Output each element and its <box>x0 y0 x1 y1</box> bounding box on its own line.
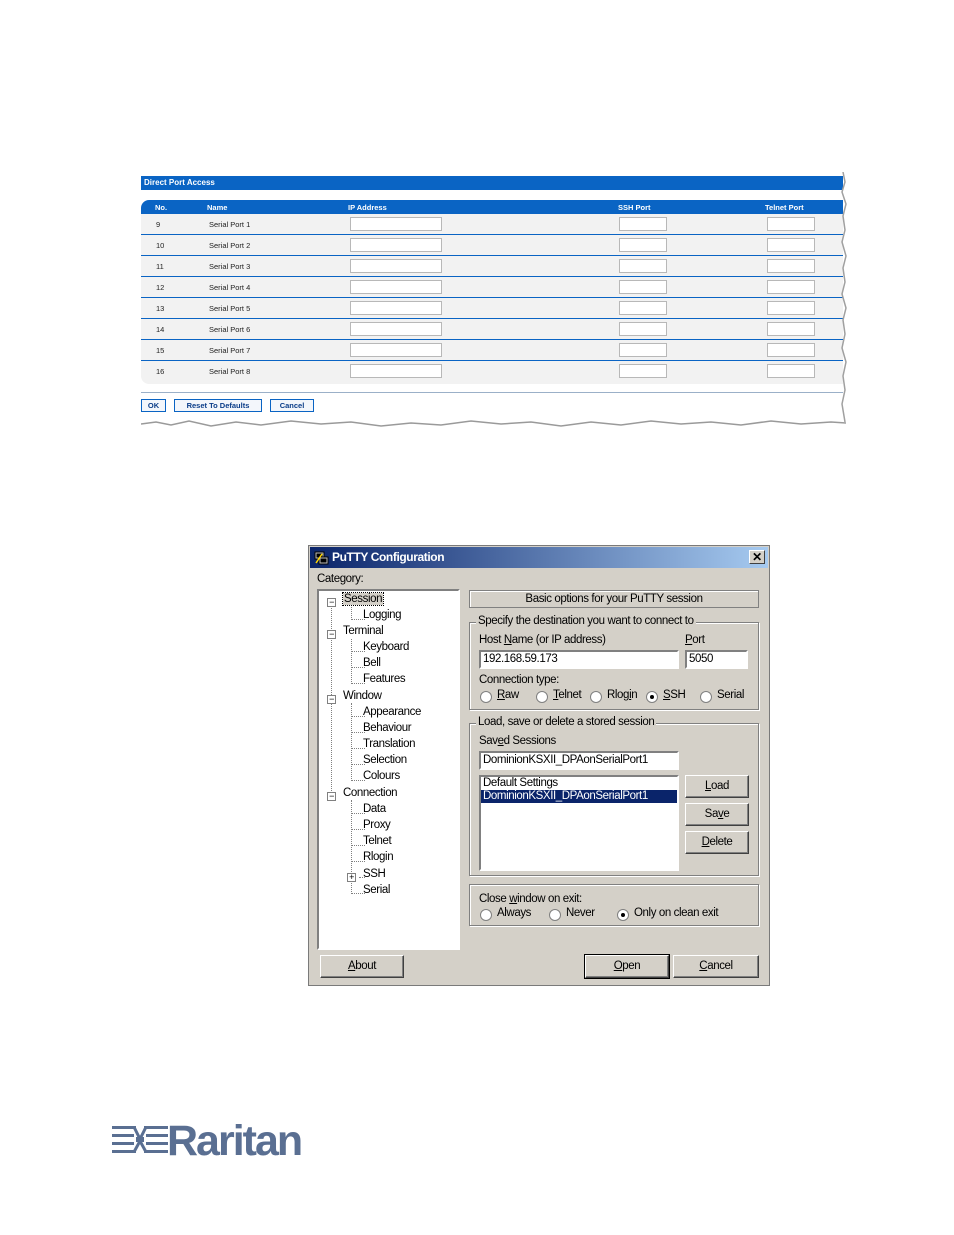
col-telnet: Telnet Port <box>765 203 804 212</box>
serial-label: Serial <box>717 689 745 701</box>
only-clean-exit-label: Only on clean exit <box>634 907 719 919</box>
ip-address-input[interactable] <box>350 217 442 231</box>
ssh-port-input[interactable] <box>619 301 667 315</box>
cancel-dialog-button[interactable]: Cancel <box>673 955 759 978</box>
host-label: Host Name (or IP address) <box>479 634 606 646</box>
about-button[interactable]: About <box>320 955 404 978</box>
port-table-body <box>141 214 843 384</box>
radio-rlogin[interactable] <box>590 691 602 703</box>
tree-item-bell[interactable]: Bell <box>363 657 381 669</box>
tree-item-proxy[interactable]: Proxy <box>363 819 391 831</box>
title-bar <box>310 547 768 568</box>
list-item[interactable]: Default Settings <box>483 777 558 789</box>
table-row <box>141 340 843 361</box>
tree-item-colours[interactable]: Colours <box>363 770 400 782</box>
telnet-port-input[interactable] <box>767 259 815 273</box>
radio-never[interactable] <box>549 909 561 921</box>
port-number: 10 <box>156 241 165 250</box>
open-button[interactable]: Open <box>585 955 669 978</box>
table-row <box>141 256 843 277</box>
port-number: 9 <box>156 220 161 229</box>
collapse-session-icon[interactable]: − <box>327 598 336 607</box>
radio-always[interactable] <box>480 909 492 921</box>
raritan-wordmark: Raritan <box>167 1117 302 1165</box>
port-number: 16 <box>156 367 165 376</box>
table-row <box>141 319 843 340</box>
table-row <box>141 214 843 235</box>
raritan-logo-mark-icon <box>112 1123 168 1159</box>
putty-configuration-dialog <box>308 545 770 986</box>
collapse-connection-icon[interactable]: − <box>327 792 336 801</box>
table-header <box>141 200 843 214</box>
ssh-port-input[interactable] <box>619 343 667 357</box>
dialog-title: PuTTY Configuration <box>332 550 445 564</box>
raw-label: Raw <box>497 689 519 701</box>
port-name: Serial Port 8 <box>209 367 251 376</box>
save-button[interactable]: Save <box>685 803 749 826</box>
expand-ssh-icon[interactable]: + <box>347 873 356 882</box>
table-row <box>141 361 843 384</box>
close-window-group <box>469 884 759 926</box>
ip-address-input[interactable] <box>350 301 442 315</box>
reset-defaults-button[interactable]: Reset To Defaults <box>174 399 262 412</box>
ssh-label: SSH <box>663 689 686 701</box>
port-label: Port <box>685 634 705 646</box>
ip-address-input[interactable] <box>350 322 442 336</box>
ssh-port-input[interactable] <box>619 280 667 294</box>
ssh-port-input[interactable] <box>619 259 667 273</box>
delete-button[interactable]: Delete <box>685 831 749 854</box>
tree-item-session[interactable]: Session <box>344 593 383 605</box>
connection-type-label: Connection type: <box>479 674 559 686</box>
saved-sessions-label: Saved Sessions <box>479 735 556 747</box>
ssh-port-input[interactable] <box>619 364 667 378</box>
port-name: Serial Port 5 <box>209 304 251 313</box>
session-list[interactable] <box>479 775 679 871</box>
load-button[interactable]: Load <box>685 775 749 798</box>
session-banner: Basic options for your PuTTY session <box>469 590 759 608</box>
tree-item-terminal[interactable]: Terminal <box>343 625 384 637</box>
tree-item-logging[interactable]: Logging <box>363 609 402 621</box>
collapse-window-icon[interactable]: − <box>327 695 336 704</box>
tree-item-rlogin[interactable]: Rlogin <box>363 851 394 863</box>
never-label: Never <box>566 907 595 919</box>
saved-sessions-group <box>469 716 759 876</box>
ip-address-input[interactable] <box>350 280 442 294</box>
col-ssh: SSH Port <box>618 203 651 212</box>
radio-raw[interactable] <box>480 691 492 703</box>
telnet-port-input[interactable] <box>767 238 815 252</box>
panel-title: Direct Port Access <box>141 176 843 190</box>
port-number: 14 <box>156 325 165 334</box>
telnet-port-input[interactable] <box>767 343 815 357</box>
port-name: Serial Port 2 <box>209 241 251 250</box>
radio-only-clean-exit[interactable] <box>617 909 629 921</box>
port-name: Serial Port 7 <box>209 346 251 355</box>
ssh-port-input[interactable] <box>619 238 667 252</box>
tree-item-telnet[interactable]: Telnet <box>363 835 392 847</box>
table-row <box>141 277 843 298</box>
port-name: Serial Port 6 <box>209 325 251 334</box>
tree-item-connection[interactable]: Connection <box>343 787 398 799</box>
cancel-button[interactable]: Cancel <box>270 399 314 412</box>
divider <box>141 392 843 393</box>
table-row <box>141 298 843 319</box>
radio-serial[interactable] <box>700 691 712 703</box>
telnet-port-input[interactable] <box>767 280 815 294</box>
port-name: Serial Port 4 <box>209 283 251 292</box>
port-number: 15 <box>156 346 165 355</box>
sessions-legend: Load, save or delete a stored session <box>478 716 655 728</box>
port-number: 13 <box>156 304 165 313</box>
ip-address-input[interactable] <box>350 364 442 378</box>
port-number: 11 <box>156 262 164 271</box>
ip-address-input[interactable] <box>350 238 442 252</box>
ssh-port-input[interactable] <box>619 322 667 336</box>
col-ip: IP Address <box>348 203 387 212</box>
close-icon[interactable]: ✕ <box>749 550 765 564</box>
radio-telnet[interactable] <box>536 691 548 703</box>
col-name: Name <box>207 203 228 212</box>
torn-edge-decoration <box>141 420 846 430</box>
list-item-selected[interactable]: DominionKSXII_DPAonSerialPort1 <box>481 790 677 803</box>
raritan-logo <box>112 1117 312 1165</box>
tree-item-serial[interactable]: Serial <box>363 884 391 896</box>
telnet-label: Telnet <box>553 689 582 701</box>
tree-item-features[interactable]: Features <box>363 673 406 685</box>
destination-group <box>469 615 759 710</box>
radio-ssh[interactable] <box>646 691 658 703</box>
close-window-label: Close window on exit: <box>479 893 582 905</box>
rlogin-label: Rlogin <box>607 689 638 701</box>
telnet-port-input[interactable] <box>767 217 815 231</box>
tree-item-behaviour[interactable]: Behaviour <box>363 722 412 734</box>
collapse-terminal-icon[interactable]: − <box>327 630 336 639</box>
tree-item-data[interactable]: Data <box>363 803 386 815</box>
tree-item-window[interactable]: Window <box>343 690 382 702</box>
ip-address-input[interactable] <box>350 259 442 273</box>
tree-item-keyboard[interactable]: Keyboard <box>363 641 410 653</box>
table-row <box>141 235 843 256</box>
col-no: No. <box>155 203 168 212</box>
telnet-port-input[interactable] <box>767 364 815 378</box>
ip-address-input[interactable] <box>350 343 442 357</box>
ssh-port-input[interactable] <box>619 217 667 231</box>
torn-right-edge <box>841 172 847 422</box>
category-label: Category: <box>317 573 364 585</box>
telnet-port-input[interactable] <box>767 322 815 336</box>
destination-legend: Specify the destination you want to connect to <box>478 615 694 627</box>
tree-item-selection[interactable]: Selection <box>363 754 407 766</box>
telnet-port-input[interactable] <box>767 301 815 315</box>
always-label: Always <box>497 907 532 919</box>
direct-port-access-panel <box>141 176 846 431</box>
tree-item-translation[interactable]: Translation <box>363 738 416 750</box>
putty-app-icon <box>314 550 329 565</box>
port-name: Serial Port 3 <box>209 262 251 271</box>
tree-item-ssh[interactable]: SSH <box>363 868 386 880</box>
port-number: 12 <box>156 283 165 292</box>
port-name: Serial Port 1 <box>209 220 251 229</box>
ok-button[interactable]: OK <box>141 399 166 412</box>
port-input[interactable]: 5050 <box>685 650 748 669</box>
category-tree <box>317 589 460 950</box>
tree-item-appearance[interactable]: Appearance <box>363 706 422 718</box>
host-input[interactable]: 192.168.59.173 <box>479 650 679 669</box>
saved-session-input[interactable]: DominionKSXII_DPAonSerialPort1 <box>479 751 679 770</box>
